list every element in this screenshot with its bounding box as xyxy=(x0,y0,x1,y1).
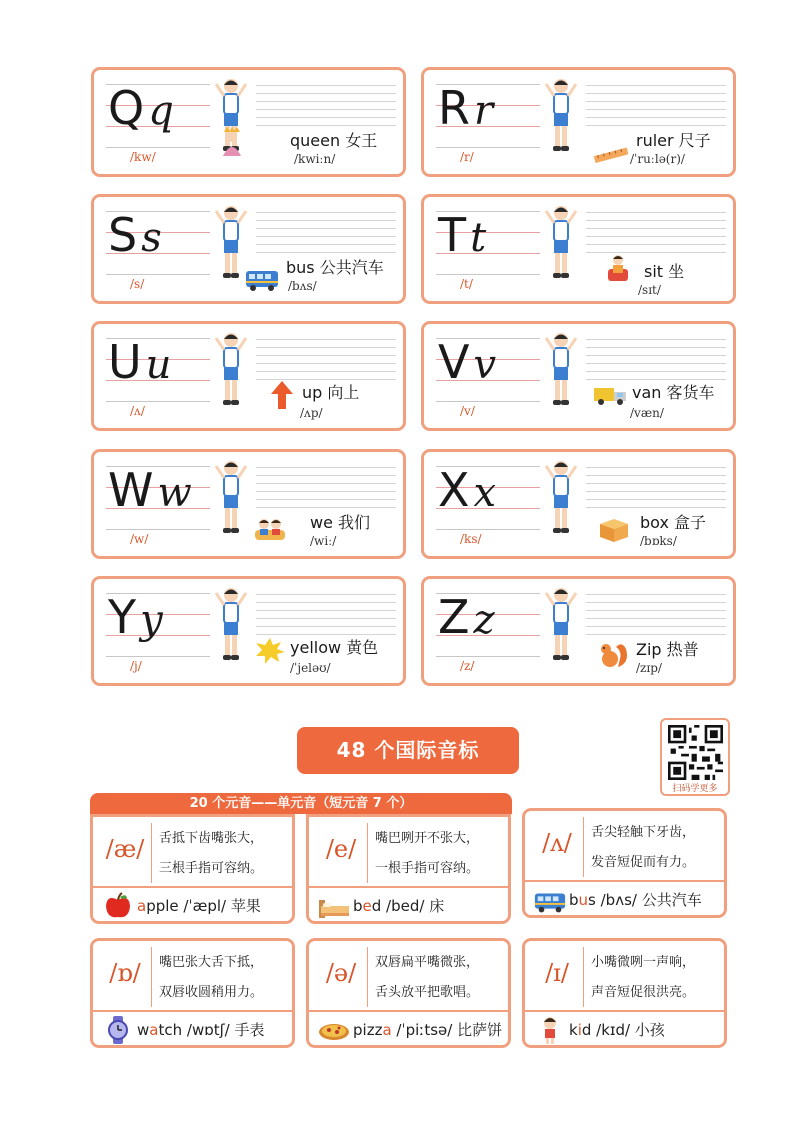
uppercase-letter: T xyxy=(438,208,471,262)
divider xyxy=(367,823,368,883)
highlighted-letter: a xyxy=(149,1021,159,1039)
letter-pair xyxy=(438,78,548,138)
yellow-splash-icon xyxy=(252,635,288,665)
example-word: sit 坐 xyxy=(644,262,685,281)
lowercase-letter: y xyxy=(140,597,167,643)
example-word-ipa: /ʌp/ xyxy=(300,406,323,420)
letter-pair xyxy=(438,332,548,392)
vowel-symbol: /e/ xyxy=(325,835,357,863)
writing-lines xyxy=(586,460,726,508)
box-icon xyxy=(596,514,632,544)
pronunciation-tip-line-2: 发音短促而有力。 xyxy=(591,855,696,870)
uppercase-letter: V xyxy=(438,335,474,389)
example-word: Zip 热普 xyxy=(636,640,699,659)
example-prefix: b xyxy=(569,891,579,909)
letter-sound: /v/ xyxy=(460,404,475,418)
example-word: up 向上 xyxy=(302,383,360,402)
highlighted-letter: a xyxy=(137,897,147,915)
vowel-symbol: /ɪ/ xyxy=(545,959,569,987)
lowercase-letter: q xyxy=(148,88,178,134)
child-pose-icon xyxy=(544,458,578,536)
example-word-ipa: /sɪt/ xyxy=(638,283,661,297)
writing-lines xyxy=(256,587,396,635)
divider xyxy=(151,823,152,883)
bus-icon xyxy=(244,263,280,293)
highlighted-letter: e xyxy=(362,897,372,915)
lowercase-letter: u xyxy=(145,342,176,388)
child-pose-icon xyxy=(214,203,248,281)
example-word: van 客货车 xyxy=(632,383,715,402)
letter-pair xyxy=(108,460,218,520)
vowel-symbol: /æ/ xyxy=(105,835,145,863)
squirrel-icon xyxy=(596,639,632,669)
writing-lines xyxy=(586,205,726,253)
divider xyxy=(367,947,368,1007)
letter-card-v xyxy=(421,321,736,431)
example-word: queen 女王 xyxy=(290,131,378,150)
example-rest: pple /ˈæpl/ 苹果 xyxy=(146,897,261,915)
example-rest: /ˈpiːtsə/ 比萨饼 xyxy=(391,1021,503,1039)
qr-code-box[interactable] xyxy=(660,718,730,796)
divider xyxy=(525,880,724,882)
example-prefix: b xyxy=(353,897,363,915)
vowel-section-header: 20 个元音——单元音（短元音 7 个） xyxy=(90,793,512,814)
example-prefix: k xyxy=(569,1021,578,1039)
example-rest: d /bed/ 床 xyxy=(371,897,445,915)
pronunciation-tip-line-2: 声音短促很洪亮。 xyxy=(591,985,696,1000)
letter-sound: /ʌ/ xyxy=(130,404,145,418)
divider xyxy=(583,947,584,1007)
letter-card-s xyxy=(91,194,406,304)
divider xyxy=(309,1010,508,1012)
letter-sound: /s/ xyxy=(130,277,145,291)
highlighted-letter: i xyxy=(577,1021,582,1039)
example-word xyxy=(353,895,444,916)
letter-card-t xyxy=(421,194,736,304)
writing-lines xyxy=(256,460,396,508)
writing-lines xyxy=(256,205,396,253)
letter-sound: /z/ xyxy=(460,659,475,673)
example-word-ipa: /ˈjeləʊ/ xyxy=(290,661,331,675)
pronunciation-tip-line-2: 舌头放平把歌唱。 xyxy=(375,985,480,1000)
letter-pair xyxy=(108,587,218,647)
vowel-card xyxy=(306,938,511,1048)
child-pose-icon xyxy=(214,585,248,663)
divider xyxy=(93,886,292,888)
letter-sound: /t/ xyxy=(460,277,473,291)
child-pose-icon xyxy=(214,458,248,536)
example-rest: s /bʌs/ 公共汽车 xyxy=(588,891,702,909)
vowel-symbol: /ə/ xyxy=(325,959,357,987)
vowel-card xyxy=(522,938,727,1048)
example-word-ipa: /bɒks/ xyxy=(640,534,677,548)
child-pose-icon xyxy=(544,585,578,663)
letter-card-r xyxy=(421,67,736,177)
qr-code-icon xyxy=(668,725,723,780)
example-word-ipa: /væn/ xyxy=(630,406,664,420)
letter-pair xyxy=(108,332,218,392)
queen-icon xyxy=(214,126,250,156)
example-word: yellow 黄色 xyxy=(290,638,379,657)
example-word xyxy=(137,1019,264,1040)
child-pose-icon xyxy=(544,330,578,408)
bus-icon xyxy=(533,886,567,914)
letter-pair xyxy=(438,460,548,520)
example-prefix: pizz xyxy=(353,1021,383,1039)
divider xyxy=(525,1010,724,1012)
example-word xyxy=(569,889,702,910)
uppercase-letter: Z xyxy=(438,590,474,644)
example-word xyxy=(569,1019,665,1040)
vowel-card xyxy=(522,808,727,918)
vowel-symbol: /ɒ/ xyxy=(109,959,141,987)
kid-icon xyxy=(533,1016,567,1044)
letter-card-x xyxy=(421,449,736,559)
example-word xyxy=(353,1019,502,1040)
pronunciation-tip-line-1: 嘴巴咧开不张大， xyxy=(375,831,480,846)
vowel-card xyxy=(306,814,511,924)
writing-lines xyxy=(586,78,726,126)
lowercase-letter: x xyxy=(473,470,501,516)
letter-card-u xyxy=(91,321,406,431)
child-pose-icon xyxy=(214,330,248,408)
divider xyxy=(309,886,508,888)
pizza-icon xyxy=(317,1016,351,1044)
example-rest: tch /wɒtʃ/ 手表 xyxy=(158,1021,265,1039)
vowel-card xyxy=(90,938,295,1048)
writing-lines xyxy=(256,78,396,126)
example-rest: d /kɪd/ 小孩 xyxy=(581,1021,665,1039)
lowercase-letter: z xyxy=(473,597,499,643)
ruler-icon xyxy=(592,140,628,170)
pronunciation-tip-line-1: 小嘴微咧一声响， xyxy=(591,955,696,970)
lowercase-letter: t xyxy=(470,215,491,261)
lowercase-letter: w xyxy=(157,470,196,516)
pronunciation-tip-line-1: 双唇扁平嘴微张， xyxy=(375,955,480,970)
vowel-symbol: /ʌ/ xyxy=(542,829,572,857)
uppercase-letter: U xyxy=(108,335,146,389)
watch-icon xyxy=(101,1016,135,1044)
letter-sound: /kw/ xyxy=(130,150,156,164)
example-word-ipa: /zɪp/ xyxy=(636,661,662,675)
bed-icon xyxy=(317,892,351,920)
uppercase-letter: X xyxy=(438,463,474,517)
pronunciation-tip-line-2: 三根手指可容纳。 xyxy=(159,861,264,876)
uppercase-letter: Y xyxy=(108,590,141,644)
vowel-card xyxy=(90,814,295,924)
divider xyxy=(93,1010,292,1012)
up-arrow-icon xyxy=(264,380,300,410)
writing-lines xyxy=(586,587,726,635)
example-word xyxy=(137,895,261,916)
pronunciation-tip-line-2: 一根手指可容纳。 xyxy=(375,861,480,876)
example-word: box 盒子 xyxy=(640,513,707,532)
example-word-ipa: /kwiːn/ xyxy=(294,152,336,166)
letter-card-q xyxy=(91,67,406,177)
example-word-ipa: /wiː/ xyxy=(310,534,337,548)
example-prefix: w xyxy=(137,1021,150,1039)
letter-pair xyxy=(438,205,548,265)
letter-pair xyxy=(108,78,218,138)
letter-sound: /j/ xyxy=(130,659,142,673)
divider xyxy=(151,947,152,1007)
letter-sound: /ks/ xyxy=(460,532,482,546)
child-pose-icon xyxy=(544,203,578,281)
section-title: 48 个国际音标 xyxy=(297,727,519,774)
pronunciation-tip-line-1: 嘴巴张大舌下抵， xyxy=(159,955,264,970)
example-word: we 我们 xyxy=(310,513,371,532)
highlighted-letter: u xyxy=(578,891,589,909)
lowercase-letter: s xyxy=(141,215,166,261)
writing-lines xyxy=(256,332,396,380)
example-word-ipa: /ˈruːlə(r)/ xyxy=(630,152,685,166)
letter-pair xyxy=(108,205,218,265)
apple-icon xyxy=(101,892,135,920)
example-word: bus 公共汽车 xyxy=(286,258,384,277)
pronunciation-tip-line-1: 舌尖轻触下牙齿， xyxy=(591,825,696,840)
divider xyxy=(583,817,584,877)
sitting-child-icon xyxy=(600,253,636,283)
letter-card-w xyxy=(91,449,406,559)
letter-pair xyxy=(438,587,548,647)
highlighted-letter: a xyxy=(382,1021,392,1039)
lowercase-letter: r xyxy=(473,88,498,134)
uppercase-letter: S xyxy=(108,208,142,262)
uppercase-letter: Q xyxy=(108,81,149,135)
uppercase-letter: R xyxy=(438,81,474,135)
letter-sound: /w/ xyxy=(130,532,149,546)
pronunciation-tip-line-2: 双唇收圆稍用力。 xyxy=(159,985,264,1000)
letter-card-z xyxy=(421,576,736,686)
pronunciation-tip-line-1: 舌抵下齿嘴张大， xyxy=(159,831,264,846)
letter-card-y xyxy=(91,576,406,686)
letter-sound: /r/ xyxy=(460,150,474,164)
lowercase-letter: v xyxy=(473,342,501,388)
children-icon xyxy=(252,514,288,544)
child-pose-icon xyxy=(544,76,578,154)
van-icon xyxy=(592,378,628,408)
example-word-ipa: /bʌs/ xyxy=(288,279,317,293)
example-word: ruler 尺子 xyxy=(636,131,711,150)
qr-label: 扫码学更多 xyxy=(672,784,718,794)
uppercase-letter: W xyxy=(108,463,158,517)
writing-lines xyxy=(586,332,726,380)
